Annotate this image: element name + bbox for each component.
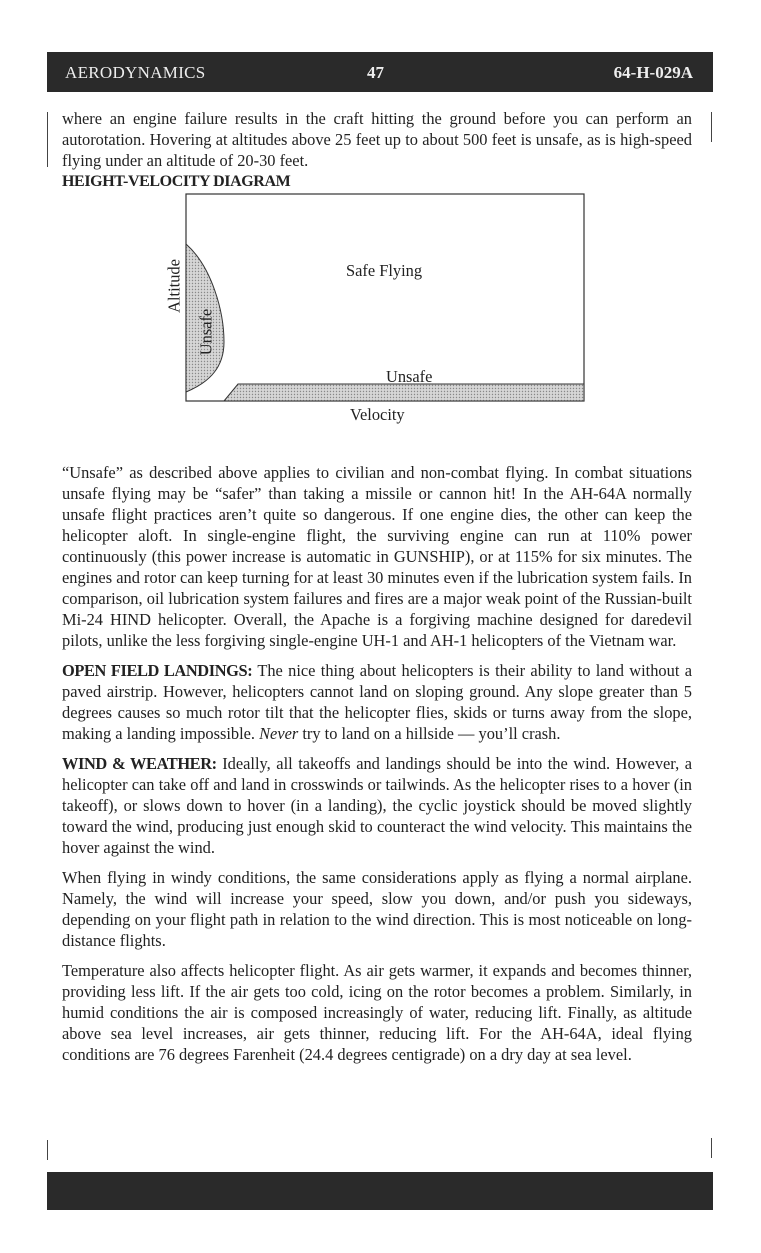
- windy-conditions-paragraph: When flying in windy conditions, the same considerations apply as flying a normal airplane. Namely, the wind will increase your speed, slow you down, and/or push you sideways, depending on your flight path in relation to the wind direction. This is most noticeable on long-distance flights.: [62, 868, 692, 950]
- page-number: 47: [367, 63, 384, 82]
- unsafe-left-label: Unsafe: [196, 308, 216, 356]
- unsafe-low-label: Unsafe: [386, 367, 433, 386]
- temperature-paragraph: Temperature also affects helicopter flight. As air gets warmer, it expands and becomes thinner, providing less lift. If the air gets too cold, icing on the rotor becomes a problem. Similarly, in humid conditions the air is composed increasingly of water, reducing lift. Finally, as altitude above sea level increases, air gets thinner, reducing lift. For the AH-64A, ideal flying conditions are 76 degrees Farenheit (24.4 degrees centigrade) on a dry day at sea level.: [62, 961, 692, 1064]
- right-margin-rule: [711, 112, 712, 142]
- page-footer-bar: [47, 1172, 713, 1210]
- civilian-flying-paragraph: “Unsafe” as described above applies to civilian and non-combat flying. In combat situations unsafe flying may be “safer” than taking a missile or cannon hit! In the AH-64A normally unsafe flight practices aren’t quite so dangerous. If one engine dies, the other can keep the helicopter aloft. In single-engine flight, the surviving engine can run at 110% power continuously (this power increase is automatic in GUNSHIP), or at 115% for six minutes. The engines and rotor can keep turning for at least 30 minutes even if the lubrication system fails. In comparison, oil lubrication system failures and fires are a major weak point of the Russian-built Mi-24 HIND helicopter. Overall, the Apache is a forgiving machine designed for daredevil pilots, unlike the less forgiving single-engine UH-1 and AH-1 helicopters of the Vietnam war.: [62, 463, 692, 650]
- open-field-landings-paragraph: OPEN FIELD LANDINGS: The nice thing about helicopters is their ability to land without a paved airstrip. However, helicopters cannot land on sloping ground. Any slope greater than 5 degrees causes so much rotor tilt that the helicopter flies, skids or turns away from the slope, making a landing impossible. Never try to land on a hillside — you’ll crash.: [62, 661, 692, 743]
- section-title: AERODYNAMICS: [65, 63, 206, 82]
- page-header: [47, 52, 713, 92]
- intro-paragraph: where an engine failure results in the craft hitting the ground before you can perform an autorotation. Hovering at altitudes above 25 feet up to about 500 feet is unsafe, as is high-speed flying under an altitude of 20-30 feet.: [62, 109, 692, 170]
- wind-weather-heading: WIND & WEATHER:: [62, 754, 217, 773]
- diagram-frame: [186, 194, 584, 401]
- emphasis-never: Never: [259, 724, 299, 743]
- document-code: 64-H-029A: [613, 63, 693, 82]
- wind-weather-paragraph: WIND & WEATHER: Ideally, all takeoffs and landings should be into the wind. However, a helicopter can take off and land in crosswinds or tailwinds. As the helicopter rises to a hover (in takeoff), or slows down to hover (in a landing), the cyclic joystick should be moved slightly toward the wind, producing just enough skid to counteract the wind velocity. This maintains the hover against the wind.: [62, 754, 692, 857]
- safe-flying-label: Safe Flying: [346, 261, 423, 280]
- diagram-heading: HEIGHT-VELOCITY DIAGRAM: [62, 173, 291, 190]
- page-body: [62, 108, 692, 1065]
- left-margin-rule-lower: [47, 1140, 48, 1160]
- left-margin-rule: [47, 112, 48, 167]
- y-axis-label: Altitude: [164, 259, 184, 313]
- right-margin-rule-lower: [711, 1138, 712, 1158]
- open-field-landings-heading: OPEN FIELD LANDINGS:: [62, 661, 253, 680]
- x-axis-label: Velocity: [350, 405, 405, 424]
- height-velocity-diagram: [62, 192, 692, 462]
